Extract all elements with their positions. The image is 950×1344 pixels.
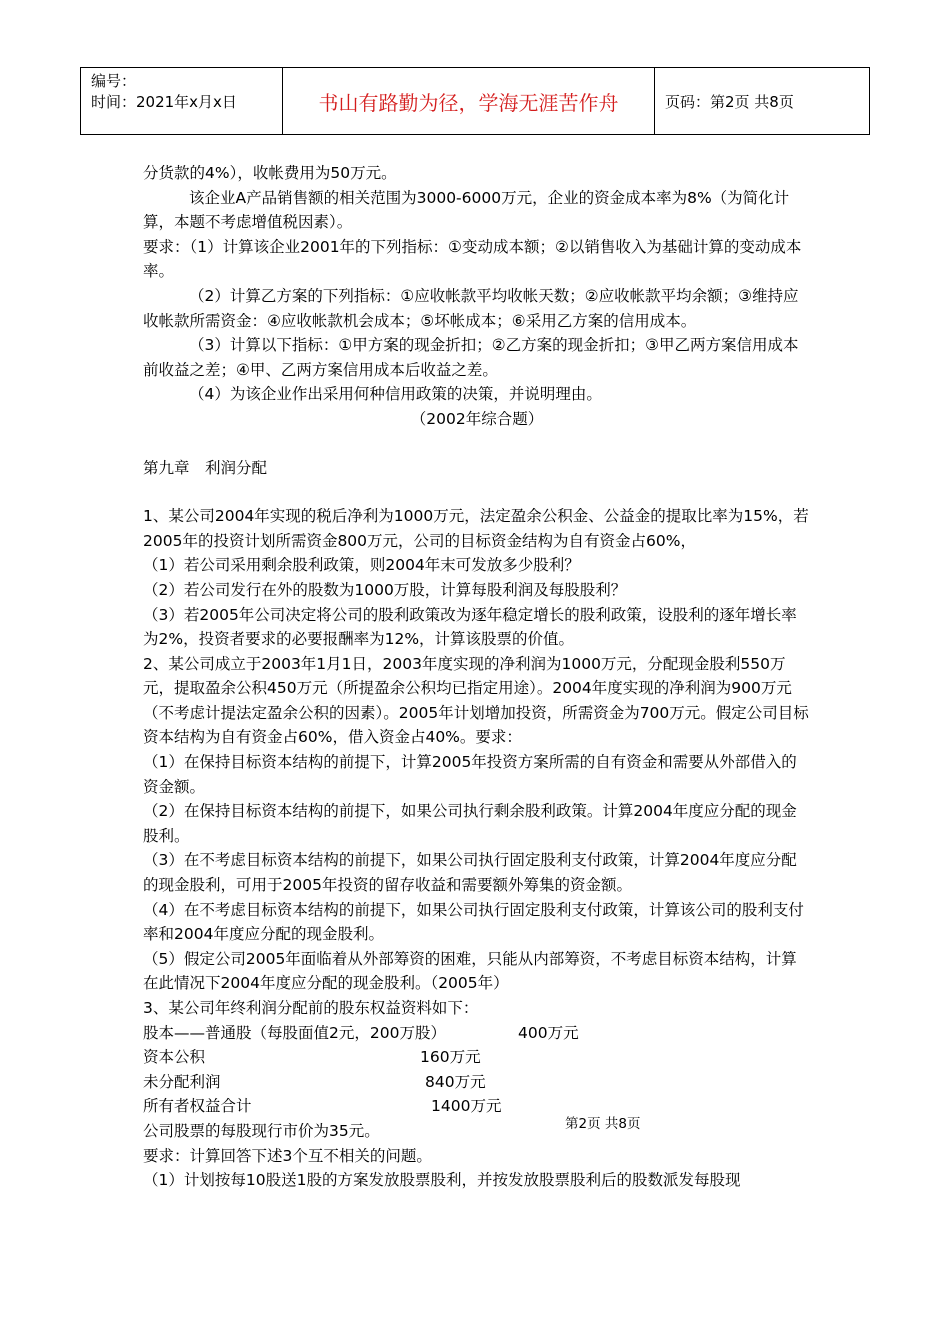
question-1-part: （2）若公司发行在外的股数为1000万股，计算每股利润及每股股利？ [143,580,627,599]
paragraph: （2）计算乙方案的下列指标：①应收帐款平均收帐天数；②应收帐款平均余额；③维持应收帐款所需资金：④应收帐款机会成本；⑤坏帐成本；⑥采用乙方案的信用成本。 [143,286,799,330]
equity-value: 840万元 [425,1072,486,1091]
paragraph: 要求：计算回答下述3个互不相关的问题。 [143,1146,432,1165]
paragraph: 分货款的4%），收帐费用为50万元。 [143,164,397,182]
question-2-part: （4）在不考虑目标资本结构的前提下，如果公司执行固定股利支付政策，计算该公司的股利支付率和2004年度应分配的现金股利。 [143,900,804,944]
header-motto: 书山有路勤为径，学海无涯苦作舟 [283,68,655,134]
equity-label: 未分配利润 [143,1072,221,1091]
header-page-label: 页码：第2页 共8页 [665,92,794,111]
question-1: 1、某公司2004年实现的税后净利为1000万元，法定盈余公积金、公益金的提取比率为15%，若2005年的投资计划所需资金800万元，公司的目标资金结构为自有资金占60%， [143,507,809,550]
paragraph: 该企业A产品销售额的相关范围为3000-6000万元，企业的资金成本率为8%（为简化计算，本题不考虑增值税因素）。 [143,188,790,232]
equity-row [143,1094,811,1119]
source-note: （2002年综合题） [410,409,544,428]
question-2-part: （2）在保持目标资本结构的前提下，如果公司执行剩余股利政策。计算2004年度应分配的现金股利。 [143,802,797,845]
equity-label: 股本——普通股（每股面值2元，200万股） [143,1023,446,1042]
paragraph: （4）为该企业作出采用何种信用政策的决策，并说明理由。 [189,385,602,404]
page-footer: 第2页 共8页 [565,1116,641,1132]
document-body [143,161,811,1193]
paragraph: 公司股票的每股现行市价为35元。 [143,1121,380,1140]
doc-date-label: 时间：2021年x月x日 [91,93,237,111]
question-1-part: （3）若2005年公司决定将公司的股利政策改为逐年稳定增长的股利政策，设股利的逐年增长率为2%，投资者要求的必要报酬率为12%，计算该股票的价值。 [143,605,797,649]
paragraph: （3）计算以下指标：①甲方案的现金折扣；②乙方案的现金折扣；③甲乙两方案信用成本前收益之差；④甲、乙两方案信用成本后收益之差。 [143,336,799,379]
question-3: 3、某公司年终利润分配前的股东权益资料如下： [143,999,479,1017]
question-2-part: （1）在保持目标资本结构的前提下，计算2005年投资方案所需的自有资金和需要从外部借入的资金额。 [143,753,797,796]
question-2: 2、某公司成立于2003年1月1日，2003年度实现的净利润为1000万元，分配现金股利550万元，提取盈余公积450万元（所提盈余公积均已指定用途）。2004年度实现的净利润为900万元（不考虑计提法定盈余公积的因素）。2005年计划增加投资，所需资金为700万元。假定公司目标资本结构为自有资金占60%，借入资金占40%。要求： [143,654,809,747]
chapter-title: 第九章 利润分配 [143,458,268,477]
equity-row [143,1070,811,1095]
header-meta [81,68,283,134]
equity-value: 1400万元 [431,1097,502,1116]
doc-number-label: 编号： [91,72,137,90]
equity-label: 所有者权益合计 [143,1097,252,1116]
equity-value: 160万元 [420,1048,481,1067]
page-header [80,67,870,135]
question-1-part: （1）若公司采用剩余股利政策，则2004年末可发放多少股利？ [143,556,580,575]
equity-row [143,1021,811,1046]
question-2-part: （5）假定公司2005年面临着从外部筹资的困难，只能从内部筹资，不考虑目标资本结构，计算在此情况下2004年度应分配的现金股利。（2005年） [143,949,797,993]
question-2-part: （3）在不考虑目标资本结构的前提下，如果公司执行固定股利支付政策，计算2004年度应分配的现金股利，可用于2005年投资的留存收益和需要额外筹集的资金额。 [143,851,797,895]
equity-value: 400万元 [518,1023,579,1042]
equity-table [143,1021,811,1119]
paragraph: 要求：（1）计算该企业2001年的下列指标：①变动成本额；②以销售收入为基础计算的变动成本率。 [143,237,802,281]
equity-row [143,1045,811,1070]
paragraph: （1）计划按每10股送1股的方案发放股票股利，并按发放股票股利后的股数派发每股现 [143,1171,741,1190]
equity-label: 资本公积 [143,1048,206,1067]
